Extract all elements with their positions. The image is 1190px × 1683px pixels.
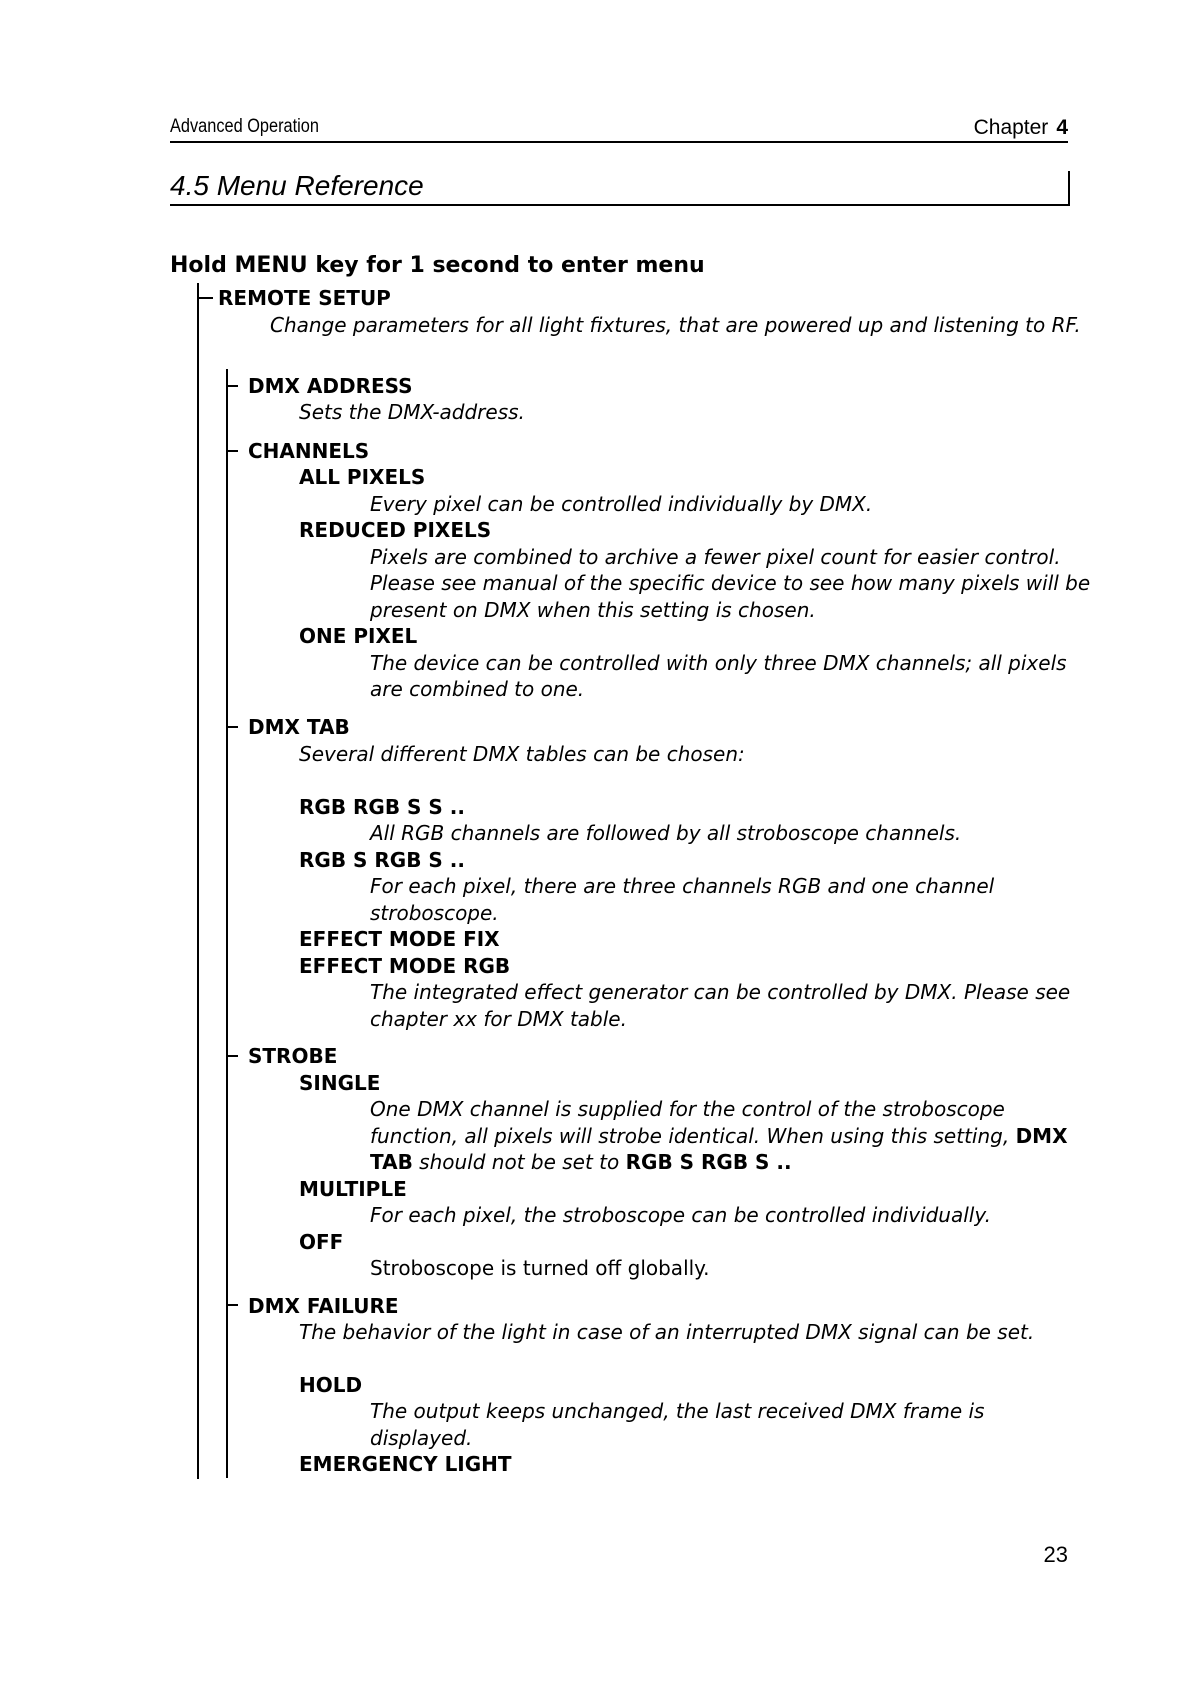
single-desc-3-bold-a: TAB <box>370 1150 413 1174</box>
tree-dash-channels <box>226 450 238 452</box>
emergency-light-heading: EMERGENCY LIGHT <box>299 1452 512 1476</box>
all-pixels-heading: ALL PIXELS <box>299 465 426 489</box>
one-pixel-heading: ONE PIXEL <box>299 624 418 648</box>
rgb-s-rgb-s-heading: RGB S RGB S .. <box>299 848 465 872</box>
section-rule <box>170 204 1070 206</box>
reduced-pixels-heading: REDUCED PIXELS <box>299 518 492 542</box>
tree-dash-dmx-failure <box>226 1304 238 1306</box>
effect-mode-rgb-desc-2: chapter xx for DMX table. <box>370 1007 627 1031</box>
hold-heading: HOLD <box>299 1373 363 1397</box>
strobe-heading: STROBE <box>248 1044 338 1068</box>
tree-dash-strobe <box>226 1055 238 1057</box>
off-heading: OFF <box>299 1230 344 1254</box>
single-desc-2 <box>370 1124 1068 1148</box>
running-header-title: Advanced Operation <box>170 116 319 137</box>
one-pixel-desc-2: are combined to one. <box>370 677 585 701</box>
channels-heading: CHANNELS <box>248 439 370 463</box>
remote-setup-heading: REMOTE SETUP <box>218 286 391 310</box>
section-rule-tick <box>1068 171 1070 206</box>
single-desc-2-bold: DMX <box>1015 1124 1068 1148</box>
dmx-failure-heading: DMX FAILURE <box>248 1294 399 1318</box>
single-desc-3-bold-b: RGB S RGB S .. <box>625 1150 792 1174</box>
dmx-failure-desc: The behavior of the light in case of an interrupted DMX signal can be set. <box>299 1320 1035 1344</box>
tree-line-outer <box>197 283 199 1479</box>
header-rule <box>170 141 1068 143</box>
dmx-tab-heading: DMX TAB <box>248 715 350 739</box>
effect-mode-fix-heading: EFFECT MODE FIX <box>299 927 500 951</box>
dmx-address-heading: DMX ADDRESS <box>248 374 413 398</box>
effect-mode-rgb-desc-1: The integrated effect generator can be controlled by DMX. Please see <box>370 980 1071 1004</box>
dmx-address-desc: Sets the DMX-address. <box>299 400 525 424</box>
single-desc-1: One DMX channel is supplied for the control of the stroboscope <box>370 1097 1005 1121</box>
tree-dash-dmx-tab <box>226 726 238 728</box>
all-pixels-desc: Every pixel can be controlled individually by DMX. <box>370 492 873 516</box>
effect-mode-rgb-heading: EFFECT MODE RGB <box>299 954 511 978</box>
hold-desc-1: The output keeps unchanged, the last received DMX frame is <box>370 1399 985 1423</box>
tree-dash-dmx-address <box>226 385 238 387</box>
hold-desc-2: displayed. <box>370 1426 473 1450</box>
rgb-s-rgb-s-desc-2: stroboscope. <box>370 901 499 925</box>
single-desc-2-text: function, all pixels will strobe identical. When using this setting, <box>370 1124 1010 1148</box>
tree-line-inner <box>226 369 228 1478</box>
single-heading: SINGLE <box>299 1071 381 1095</box>
page-number: 23 <box>1043 1542 1068 1567</box>
remote-setup-desc: Change parameters for all light fixtures, that are powered up and listening to RF. <box>270 313 1081 337</box>
single-desc-3-text: should not be set to <box>419 1150 620 1174</box>
rgb-rgb-s-s-heading: RGB RGB S S .. <box>299 795 465 819</box>
reduced-pixels-desc-1: Pixels are combined to archive a fewer pixel count for easier control. <box>370 545 1061 569</box>
rgb-rgb-s-s-desc: All RGB channels are followed by all stroboscope channels. <box>370 821 962 845</box>
section-title: 4.5 Menu Reference <box>170 170 424 201</box>
running-header-chapter <box>974 116 1068 140</box>
off-desc: Stroboscope is turned off globally. <box>370 1256 710 1280</box>
tree-dash-remote-setup <box>197 297 213 299</box>
dmx-tab-desc: Several different DMX tables can be chosen: <box>299 742 745 766</box>
reduced-pixels-desc-2: Please see manual of the specific device to see how many pixels will be <box>370 571 1091 595</box>
one-pixel-desc-1: The device can be controlled with only three DMX channels; all pixels <box>370 651 1067 675</box>
multiple-desc: For each pixel, the stroboscope can be controlled individually. <box>370 1203 991 1227</box>
intro-heading: Hold MENU key for 1 second to enter menu <box>170 253 705 278</box>
single-desc-3 <box>370 1150 792 1174</box>
reduced-pixels-desc-3: present on DMX when this setting is chosen. <box>370 598 816 622</box>
multiple-heading: MULTIPLE <box>299 1177 407 1201</box>
rgb-s-rgb-s-desc-1: For each pixel, there are three channels RGB and one channel <box>370 874 995 898</box>
chapter-label: Chapter <box>973 116 1049 139</box>
chapter-number: 4 <box>1056 116 1068 139</box>
